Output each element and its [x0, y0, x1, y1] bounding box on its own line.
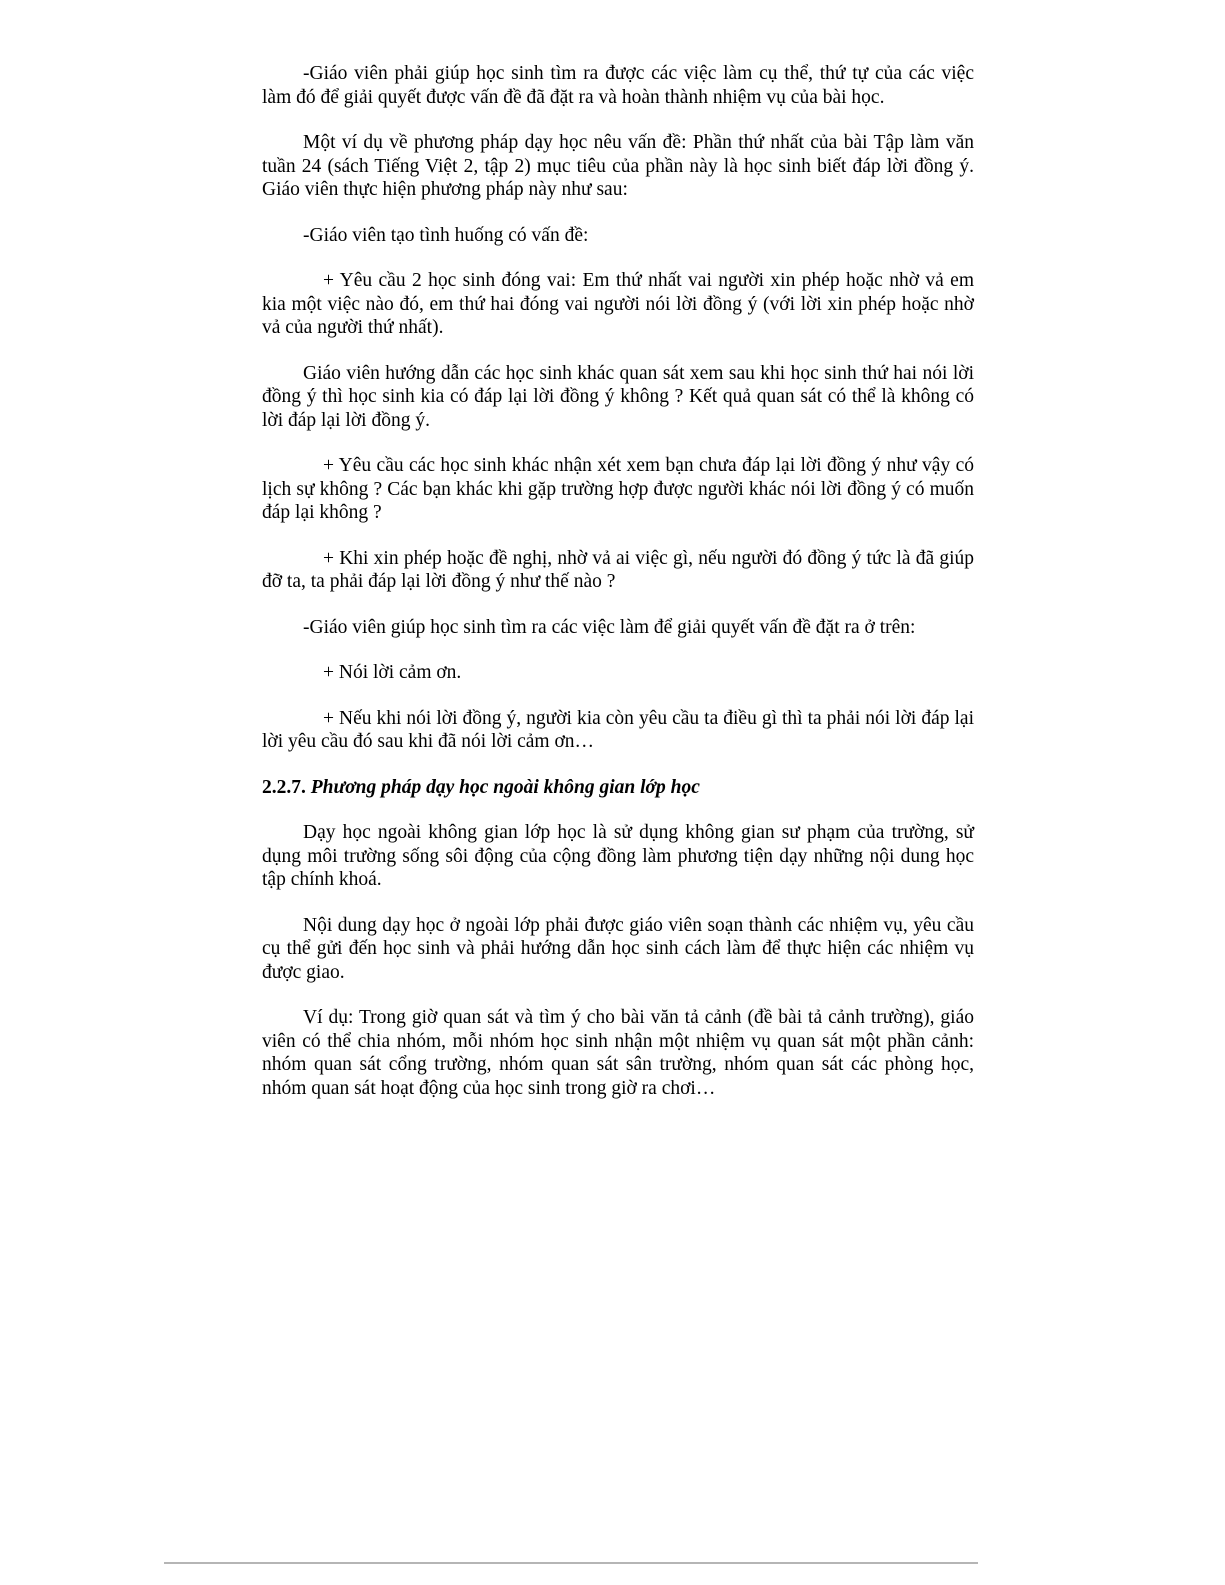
bullet-paragraph: + Nếu khi nói lời đồng ý, người kia còn yêu cầu ta điều gì thì ta phải nói lời đáp lại lời yêu cầu đó sau khi đã nói lời cảm ơn…	[262, 707, 974, 752]
section-title: Phương pháp dạy học ngoài không gian lớp học	[310, 776, 700, 798]
footer-divider	[164, 1562, 978, 1564]
document-body	[262, 62, 974, 1122]
bullet-paragraph: + Nói lời cảm ơn.	[323, 662, 462, 683]
paragraph: Dạy học ngoài không gian lớp học là sử dụng không gian sư phạm của trường, sử dụng môi trường sống sôi động của cộng đồng làm phương tiện dạy những nội dung học tập chính khoá.	[262, 822, 974, 890]
paragraph: -Giáo viên phải giúp học sinh tìm ra được các việc làm cụ thể, thứ tự của các việc làm đó để giải quyết được vấn đề đã đặt ra và hoàn thành nhiệm vụ của bài học.	[262, 63, 974, 108]
paragraph: -Giáo viên tạo tình huống có vấn đề:	[303, 224, 589, 246]
paragraph: Giáo viên hướng dẫn các học sinh khác quan sát xem sau khi học sinh thứ hai nói lời đồng ý thì học sinh kia có đáp lại lời đồng ý không ? Kết quả quan sát có thể là không có lời đáp lại lời đồng ý.	[262, 362, 974, 431]
paragraph: Nội dung dạy học ở ngoài lớp phải được giáo viên soạn thành các nhiệm vụ, yêu cầu cụ thể gửi đến học sinh và phải hướng dẫn học sinh cách làm để thực hiện các nhiệm vụ được giao.	[262, 914, 974, 983]
section-heading	[262, 776, 974, 800]
bullet-paragraph: + Yêu cầu 2 học sinh đóng vai: Em thứ nhất vai người xin phép hoặc nhờ vả em kia một việc nào đó, em thứ hai đóng vai người nói lời đồng ý (với lời xin phép hoặc nhờ vả của người thứ nhất).	[262, 270, 974, 338]
bullet-paragraph: + Khi xin phép hoặc đề nghị, nhờ vả ai việc gì, nếu người đó đồng ý tức là đã giúp đỡ ta, ta phải đáp lại lời đồng ý như thế nào ?	[262, 547, 974, 592]
bullet-paragraph: + Yêu cầu các học sinh khác nhận xét xem bạn chưa đáp lại lời đồng ý như vậy có lịch sự không ? Các bạn khác khi gặp trường hợp được người khác nói lời đồng ý có muốn đáp lại không ?	[262, 455, 974, 523]
paragraph: -Giáo viên giúp học sinh tìm ra các việc làm để giải quyết vấn đề đặt ra ở trên:	[303, 616, 916, 638]
paragraph: Ví dụ: Trong giờ quan sát và tìm ý cho bài văn tả cảnh (đề bài tả cảnh trường), giáo viên có thể chia nhóm, mỗi nhóm học sinh nhận một nhiệm vụ quan sát một phần cảnh: nhóm quan sát cổng trường, nhóm quan sát sân trường, nhóm quan sát các phòng học, nhóm quan sát hoạt động của học sinh trong giờ ra chơi…	[262, 1007, 974, 1099]
section-number: 2.2.7.	[262, 776, 306, 798]
paragraph: Một ví dụ về phương pháp dạy học nêu vấn đề: Phần thứ nhất của bài Tập làm văn tuần 24 (sách Tiếng Việt 2, tập 2) mục tiêu của phần này là học sinh biết đáp lời đồng ý. Giáo viên thực hiện phương pháp này như sau:	[262, 132, 974, 200]
